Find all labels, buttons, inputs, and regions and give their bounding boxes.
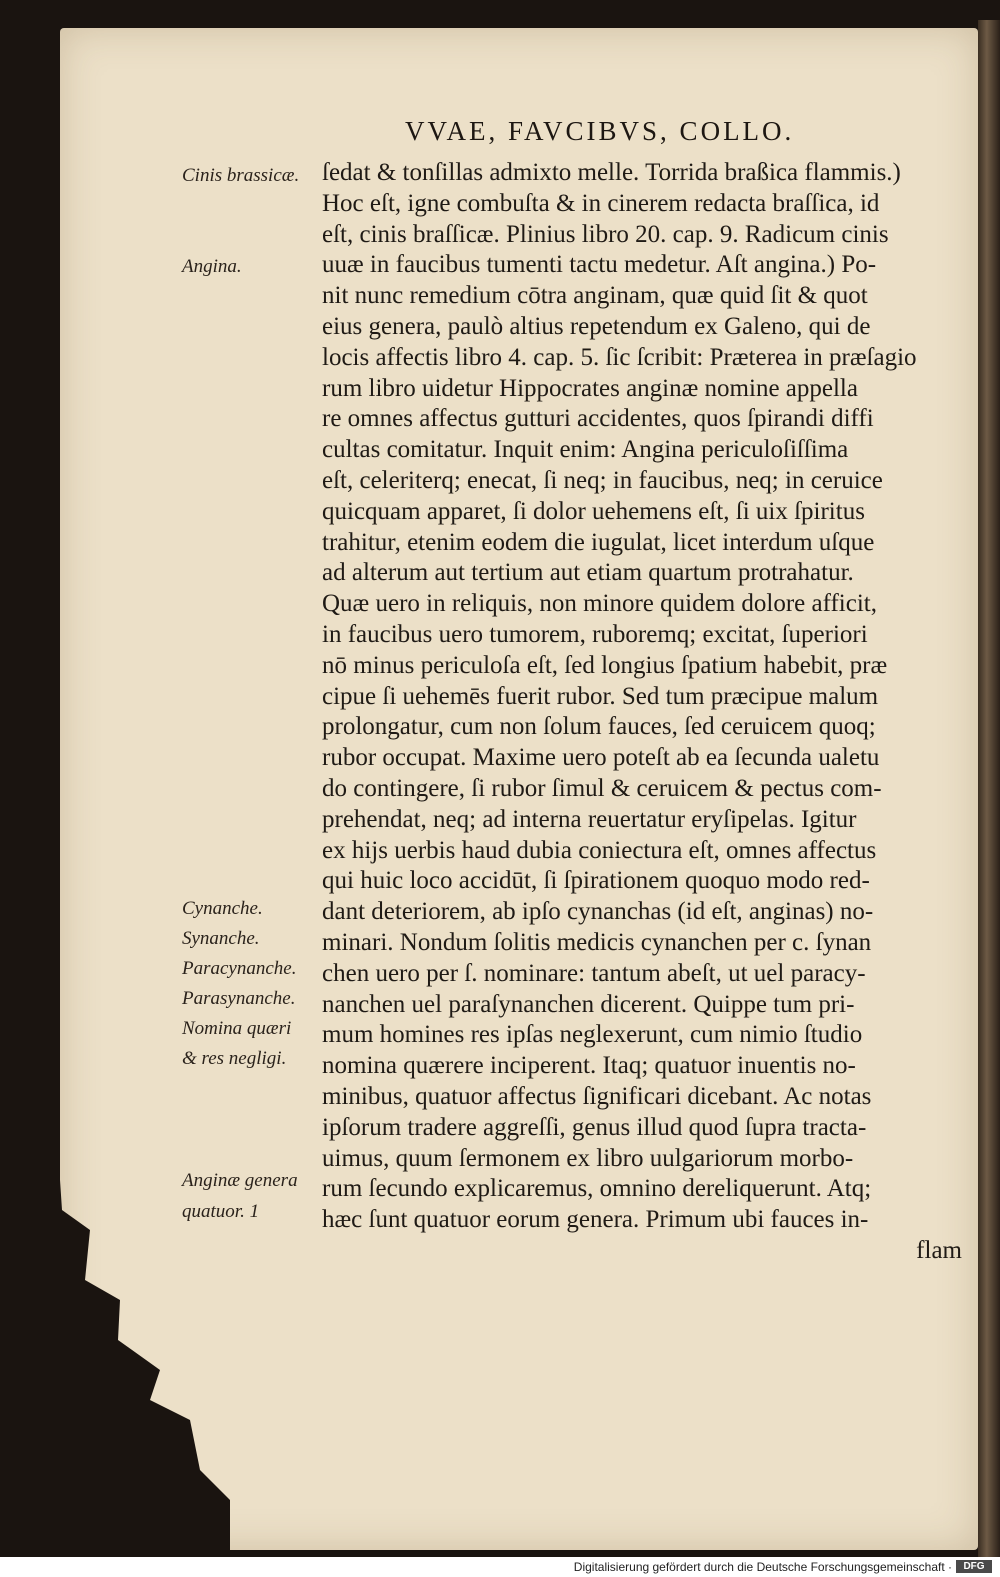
text-line: rum libro uidetur Hippocrates anginæ nomine appella <box>322 374 858 402</box>
text-line: ipſorum tradere aggreſſi, genus illud quod ſupra tracta- <box>322 1113 867 1141</box>
text-line: uimus, quum ſermonem ex libro uulgariorum morbo- <box>322 1144 854 1172</box>
text-line: mum homines res ipſas neglexerunt, cum nimio ſtudio <box>322 1021 863 1049</box>
text-line: locis affectis libro 4. cap. 5. ſic ſcribit: Præterea in præſagio <box>322 343 917 371</box>
margin-note: Angina. <box>182 256 242 277</box>
text-line: trahitur, etenim eodem die iugulat, licet interdum uſque <box>322 528 875 556</box>
margin-note: & res negligi. <box>182 1048 287 1069</box>
text-line: prehendat, neq; ad interna reuertatur eryſipelas. Igitur <box>322 805 857 833</box>
text-line: hæc ſunt quatuor eorum genera. Primum ubi fauces in- <box>322 1206 869 1234</box>
dfg-logo: DFG <box>956 1560 992 1573</box>
running-head: VVAE, FAVCIBVS, COLLO. <box>405 116 795 146</box>
page-damage <box>0 1170 230 1550</box>
text-line: rubor occupat. Maxime uero poteſt ab ea ſecunda ualetu <box>322 744 880 772</box>
text-line: nanchen uel paraſynanchen dicerent. Quippe tum pri- <box>322 990 855 1018</box>
text-line: ex hijs uerbis haud dubia coniectura eſt, omnes affectus <box>322 836 877 864</box>
footer-credit: Digitalisierung gefördert durch die Deutsche Forschungsgemeinschaft · <box>573 1560 952 1574</box>
text-line: Quæ uero in reliquis, non minore quidem dolore afficit, <box>322 590 877 618</box>
text-line: nit nunc remedium cōtra anginam, quæ quid ſit & quot <box>322 282 868 310</box>
text-line: ſedat & tonſillas admixto melle. Torrida braßica flammis.) <box>322 159 901 186</box>
text-line: in faucibus uero tumorem, ruboremq; excitat, ſuperiori <box>322 620 868 648</box>
text-line: minibus, quatuor affectus ſignificari dicebant. Ac notas <box>322 1082 872 1110</box>
text-line: cultas comitatur. Inquit enim: Angina periculoſiſſima <box>322 436 849 464</box>
margin-note: Nomina quæri <box>182 1018 292 1039</box>
margin-note: Paracynanche. <box>182 958 297 979</box>
text-line: flam <box>916 1236 962 1264</box>
margin-note: Parasynanche. <box>182 988 296 1009</box>
text-line: rum ſecundo explicaremus, omnino dereliquerunt. Atq; <box>322 1175 872 1203</box>
text-line: eius genera, paulò altius repetendum ex Galeno, qui de <box>322 312 871 340</box>
text-line: nō minus periculoſa eſt, ſed longius ſpatium habebit, præ <box>322 651 888 679</box>
text-line: eſt, celeriterq; enecat, ſi neq; in faucibus, neq; in ceruice <box>322 466 883 494</box>
text-line: nomina quærere inciperent. Itaq; quatuor inuentis no- <box>322 1052 856 1080</box>
text-line: quicquam apparet, ſi dolor uehemens eſt, ſi uix ſpiritus <box>322 497 865 525</box>
text-line: prolongatur, cum non ſolum fauces, ſed ceruicem quoq; <box>322 713 876 741</box>
text-line: minari. Nondum ſolitis medicis cynanchen per c. ſynan <box>322 928 872 956</box>
text-line: do contingere, ſi rubor ſimul & ceruicem & pectus com- <box>322 774 882 802</box>
margin-note: Cynanche. <box>182 898 263 919</box>
text-line: chen uero per ſ. nominare: tantum abeſt, ut uel paracy- <box>322 959 866 987</box>
text-line: uuæ in faucibus tumenti tactu medetur. Aſt angina.) Po- <box>322 251 877 279</box>
margin-note: Cinis brassicæ. <box>182 165 300 186</box>
body-text <box>322 158 962 1267</box>
footer-bar <box>0 1557 1000 1577</box>
text-line: Hoc eſt, igne combuſta & in cinerem redacta braſſica, id <box>322 189 880 217</box>
text-line: re omnes affectus gutturi accidentes, quos ſpirandi diffi <box>322 405 874 433</box>
text-line: eſt, cinis braſſicæ. Plinius libro 20. cap. 9. Radicum cinis <box>322 220 889 248</box>
text-line: dant deteriorem, ab ipſo cynanchas (id eſt, anginas) no- <box>322 898 874 926</box>
margin-note: Synanche. <box>182 928 260 949</box>
book-spine <box>978 20 1000 1557</box>
margin-note: quatuor. 1 <box>182 1201 260 1222</box>
text-line: cipue ſi uehemēs fuerit rubor. Sed tum præcipue malum <box>322 682 879 710</box>
margin-note: Anginæ genera <box>182 1170 298 1191</box>
text-line: qui huic loco accidūt, ſi ſpirationem quoquo modo red- <box>322 867 870 895</box>
text-line: ad alterum aut tertium aut etiam quartum protrahatur. <box>322 559 854 587</box>
